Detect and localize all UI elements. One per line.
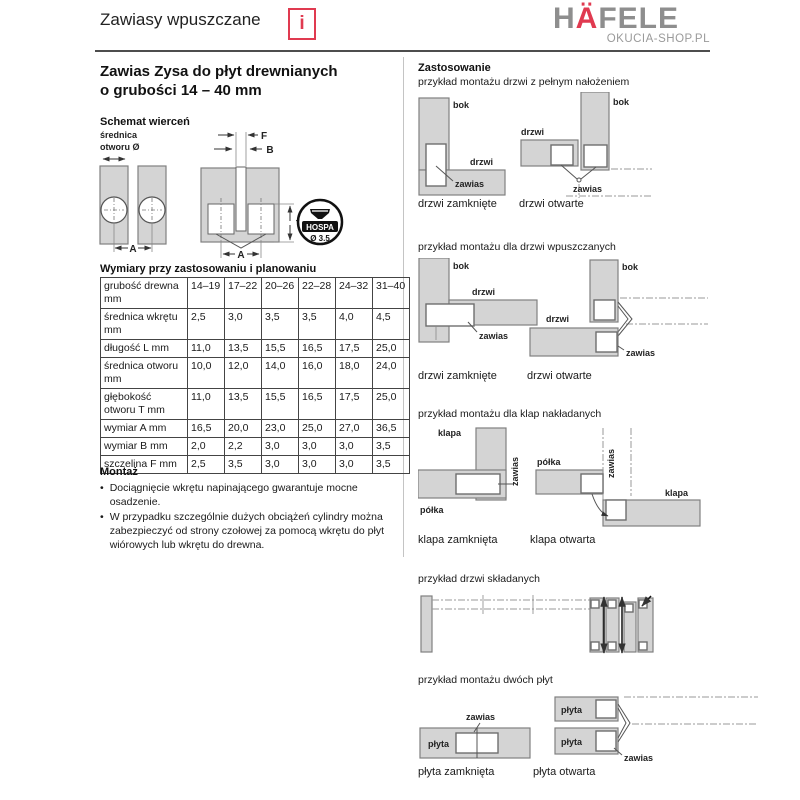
info-icon[interactable] (288, 8, 316, 40)
montaz-bullet-1: • Dociągnięcie wkrętu napinającego gwarantuje mocne osadzenie. (100, 481, 400, 509)
dim-f-label: F (260, 131, 268, 142)
hinge-mortise (639, 642, 647, 650)
table-row: długość L mm 11,0 13,5 15,5 16,5 17,5 25,0 (101, 340, 410, 358)
table-row: wymiar B mm 2,0 2,2 3,0 3,0 3,0 3,5 (101, 438, 410, 456)
hafele-logo[interactable] (553, 2, 679, 36)
hinge-cylinder (596, 700, 616, 718)
hinge-cylinder (594, 300, 615, 320)
row-label: grubość drewna mm (101, 278, 188, 309)
logo-subtitle: OKUCIA-SHOP.PL (606, 33, 710, 45)
hinge-cylinder (426, 304, 474, 326)
table-row: średnica otworu mm 10,0 12,0 14,0 16,0 18,0 24,0 (101, 358, 410, 389)
row-label: wymiar A mm (101, 420, 188, 438)
info-icon-glyph: i (299, 13, 305, 34)
drzwi-label: drzwi (546, 314, 570, 324)
wall-panel (421, 596, 432, 652)
diagram-overlay-flap (418, 424, 790, 530)
hinge-cylinder (426, 144, 446, 186)
zawias-label: zawias (510, 456, 520, 486)
caption-closed: klapa zamknięta (418, 534, 498, 546)
zawias-label: zawias (455, 179, 485, 189)
row-label: szczelina F mm (101, 456, 188, 474)
table-row: wymiar A mm 16,5 20,0 23,0 25,0 27,0 36,5 (101, 420, 410, 438)
caption-open: płyta otwarta (533, 766, 596, 778)
section3-title: przykład montażu dla klap nakładanych (418, 408, 602, 420)
montaz-heading: Montaż (100, 466, 138, 478)
klapa-label: klapa (665, 488, 689, 498)
hole-diameter-label-1: średnica (100, 130, 138, 140)
polka-label: półka (420, 505, 444, 515)
hinge-mortise (591, 642, 599, 650)
zawias-label: zawias (479, 331, 509, 341)
pivot-point (577, 178, 581, 182)
hinge-cylinder (551, 145, 573, 165)
row-label: głębokość otworu T mm (101, 389, 188, 420)
table-row: grubość drewna mm 14–19 17–22 20–26 22–28 24–32 31–40 (101, 278, 410, 309)
plyta-label: płyta (561, 737, 583, 747)
product-title-line1: Zawias Zysa do płyt drewnianych (100, 63, 338, 80)
zawias-label: zawias (626, 348, 656, 358)
badge-name: HOSPA (306, 223, 334, 232)
caption-open: drzwi otwarte (527, 370, 592, 382)
hinge-cylinder (606, 500, 626, 520)
zawias-label: zawias (466, 712, 496, 722)
section4-title: przykład drzwi składanych (418, 573, 540, 585)
badge-size: Ø 3.5 (310, 234, 330, 243)
polka-label: półka (537, 457, 561, 467)
hospa-screw-badge (298, 200, 342, 244)
caption-closed: drzwi zamknięte (418, 370, 497, 382)
montaz-bullet-2: • W przypadku szczególnie dużych obciążeń cylindry można zabezpieczyć od strony czołowej za pomocą wkrętu do płyt wiórowych lub wkrętu do drewna. (100, 510, 400, 552)
zawias-label: zawias (606, 448, 616, 478)
caption-closed: płyta zamknięta (418, 766, 495, 778)
dimensions-table (100, 277, 410, 474)
hinge-cylinder (581, 474, 603, 493)
row-label: wymiar B mm (101, 438, 188, 456)
diagram-folding-doors (418, 588, 790, 662)
hinge-mortise (625, 604, 633, 612)
dim-a-label-section: A (237, 250, 245, 261)
bok-label: bok (453, 100, 470, 110)
zawias-label: zawias (624, 753, 654, 763)
section1-title: przykład montażu drzwi z pełnym nałożeniem (418, 76, 630, 88)
hinge-cylinder (456, 474, 500, 494)
hinge-mortise (608, 642, 616, 650)
zawias-label: zawias (573, 184, 603, 194)
logo-letter-a: Ä (575, 2, 599, 35)
hinge-cylinder (596, 731, 616, 751)
hinge-mortise (591, 600, 599, 608)
hole-diameter-label-2: otworu Ø (100, 142, 140, 152)
product-title-line2: o grubości 14 – 40 mm (100, 82, 262, 99)
klapa-label: klapa (438, 428, 462, 438)
page-title: Zawiasy wpuszczane (100, 10, 261, 29)
caption-open: drzwi otwarte (519, 198, 584, 210)
table-row: szczelina F mm 2,5 3,5 3,0 3,0 3,0 3,5 (101, 456, 410, 474)
row-label: długość L mm (101, 340, 188, 358)
bok-label: bok (453, 261, 470, 271)
row-label: średnica otworu mm (101, 358, 188, 389)
diagram-two-boards (418, 690, 790, 766)
hinge-mortise (608, 600, 616, 608)
diagram-full-overlay-door (418, 92, 790, 198)
section2-title: przykład montażu dla drzwi wpuszczanych (418, 241, 616, 253)
drzwi-label: drzwi (470, 157, 494, 167)
logo-letters-rest: FELE (598, 2, 680, 35)
table-row: głębokość otworu T mm 11,0 13,5 15,5 16,5 17,5 25,0 (101, 389, 410, 420)
caption-open: klapa otwarta (530, 534, 596, 546)
dim-a-label-front: A (129, 244, 137, 255)
diagram-inset-door (418, 258, 790, 366)
drzwi-label: drzwi (521, 127, 545, 137)
montaz-bullets (100, 481, 400, 553)
table-row: średnica wkrętu mm 2,5 3,0 3,5 3,5 4,0 4,5 (101, 309, 410, 340)
side-panel (419, 258, 449, 342)
plyta-label: płyta (561, 705, 583, 715)
header-divider (95, 50, 710, 52)
schema-heading: Schemat wierceń (100, 116, 190, 128)
section5-title: przykład montażu dwóch płyt (418, 674, 553, 686)
drilling-diagram (98, 126, 348, 266)
bok-label: bok (613, 97, 630, 107)
plyta-label: płyta (428, 739, 450, 749)
logo-letter-h: H (553, 2, 576, 35)
product-title (100, 62, 338, 100)
row-label: średnica wkrętu mm (101, 309, 188, 340)
hinge-cylinder (584, 145, 607, 167)
drzwi-label: drzwi (472, 287, 496, 297)
slot (236, 167, 246, 231)
hinge-cylinder (596, 332, 617, 352)
bok-label: bok (622, 262, 639, 272)
table-heading: Wymiary przy zastosowaniu i planowaniu (100, 263, 317, 275)
caption-closed: drzwi zamknięte (418, 198, 497, 210)
dim-b-label: B (266, 145, 274, 156)
zastosowanie-heading: Zastosowanie (418, 62, 491, 74)
